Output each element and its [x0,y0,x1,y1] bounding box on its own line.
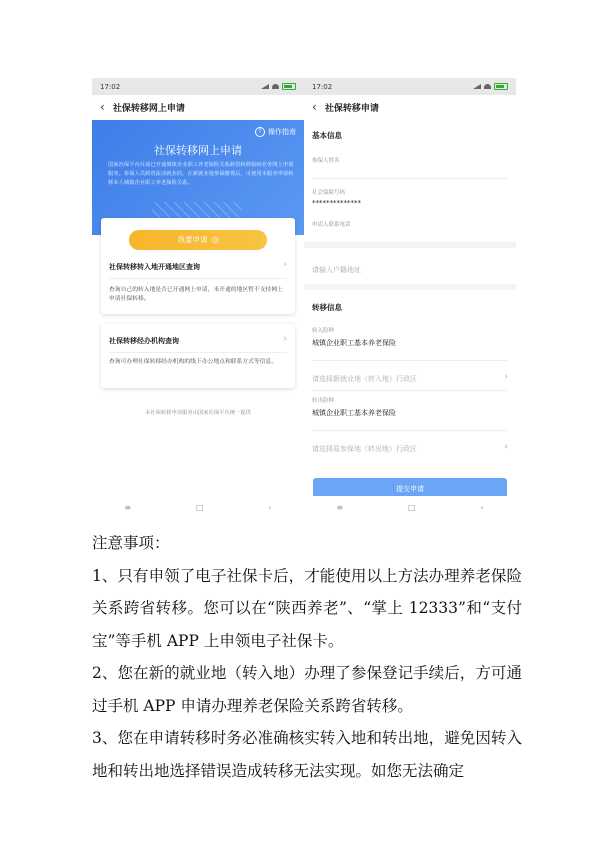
system-nav-bar [92,496,304,518]
transfer-info-title: 转移信息 [312,303,342,312]
divider [312,178,508,179]
divider [109,278,287,279]
basic-info-title: 基本信息 [312,131,342,140]
note-item: 1、只有申领了电子社保卡后，才能使用以上方法办理养老保险关系跨省转移。您可以在“陕西养老”、“掌上 12333”和“支付宝”等手机 APP 上申领电子社保卡。 [92,566,522,650]
battery-icon [282,83,296,90]
transfer-out-region-select[interactable]: 请选择原参保地（转出地）行政区 [312,445,417,453]
hero-description: 国家社保平台目前已开通城镇企业职工养老保险关系跨省转移接续业务网上申请服务。参保人员跨省流动就业的，在新就业地参保缴费后，可使用本服务申请转移本人城镇企业职工养老保险关系。 [108,162,294,186]
chevron-right-icon[interactable]: › [283,260,287,270]
apply-button-label: 我要申请 [177,235,208,244]
phone-label[interactable]: 申请人联系电话 [312,222,351,228]
wifi-icon [272,84,279,89]
transfer-out-type-value: 城镇企业职工基本养老保险 [312,409,396,417]
apply-card [101,218,295,314]
status-icons [261,83,296,90]
battery-icon [494,83,508,90]
notes-section [92,527,522,787]
left-phone-screenshot [92,78,304,518]
region-query-desc: 查询自己的转入地是否已开通网上申请，未开通的地区暂不支持网上申请社保转移。 [109,287,283,302]
guide-link[interactable] [255,127,296,137]
nav-bar [304,95,516,119]
agency-query-card[interactable] [101,324,295,388]
name-label: 参保人姓名 [312,158,340,164]
nav-title: 社保转移申请 [324,103,379,114]
divider [312,430,508,431]
notes-heading: 注意事项： [92,534,170,552]
nav-bar [92,95,304,119]
divider [109,352,287,353]
chevron-right-icon[interactable]: › [504,442,508,452]
service-footer-note: 本社保转移申请服务由国家社保平台统一提供 [145,410,251,416]
agency-query-desc: 查询可办理社保转移经办机构的线下办公地点和联系方式等信息。 [109,359,278,365]
divider [312,390,508,391]
home-icon[interactable]: □ [407,502,416,512]
status-icons [473,83,508,90]
section-gap [304,242,516,248]
status-time: 17:02 [100,82,121,91]
agency-query-title: 社保转移经办机构查询 [109,337,179,345]
menu-icon[interactable]: ≡ [124,502,132,512]
back-icon[interactable]: ‹ [268,502,272,512]
system-nav-bar [304,496,516,518]
ssn-value: ************** [312,199,361,207]
transfer-out-type-label: 转出险种 [312,398,335,404]
note-item: 2、您在新的就业地（转入地）办理了参保登记手续后，方可通过手机 APP 申请办理养老保险关系跨省转移。 [92,664,522,715]
guide-label: 操作指南 [268,128,296,136]
transfer-in-region-select[interactable]: 请选择新就业地（转入地）行政区 [312,375,417,383]
hero-title: 社保转移网上申请 [154,144,242,157]
region-query-title[interactable]: 社保转移转入地开通地区查询 [109,263,200,271]
transfer-in-type-label: 转入险种 [312,328,335,334]
signal-icon [473,84,481,89]
submit-button[interactable]: 提交申请 [313,478,507,500]
help-icon: ? [255,127,265,137]
section-gap [304,284,516,290]
address-input[interactable]: 请输入户籍地址 [312,266,361,274]
status-time: 17:02 [312,82,333,91]
status-bar [304,78,516,95]
home-icon[interactable]: □ [195,502,204,512]
back-arrow-icon[interactable]: ‹ [312,100,317,114]
note-item: 3、您在申请转移时务必准确核实转入地和转出地，避免因转入地和转出地选择错误造成转移无法实现。如您无法确定 [92,729,522,780]
divider [312,360,508,361]
right-phone-screenshot [304,78,516,518]
chevron-right-icon: › [283,334,287,344]
menu-icon[interactable]: ≡ [336,502,344,512]
back-icon[interactable]: ‹ [480,502,484,512]
wifi-icon [484,84,491,89]
back-arrow-icon[interactable]: ‹ [100,100,105,114]
signal-icon [261,84,269,89]
chevron-right-icon[interactable]: › [504,372,508,382]
nav-title: 社保转移网上申请 [112,103,185,114]
apply-button[interactable] [129,230,267,250]
status-bar [92,78,304,95]
transfer-in-type-value: 城镇企业职工基本养老保险 [312,339,396,347]
arrow-circle-icon [211,236,219,244]
ssn-label: 社会保障号码 [312,190,346,196]
